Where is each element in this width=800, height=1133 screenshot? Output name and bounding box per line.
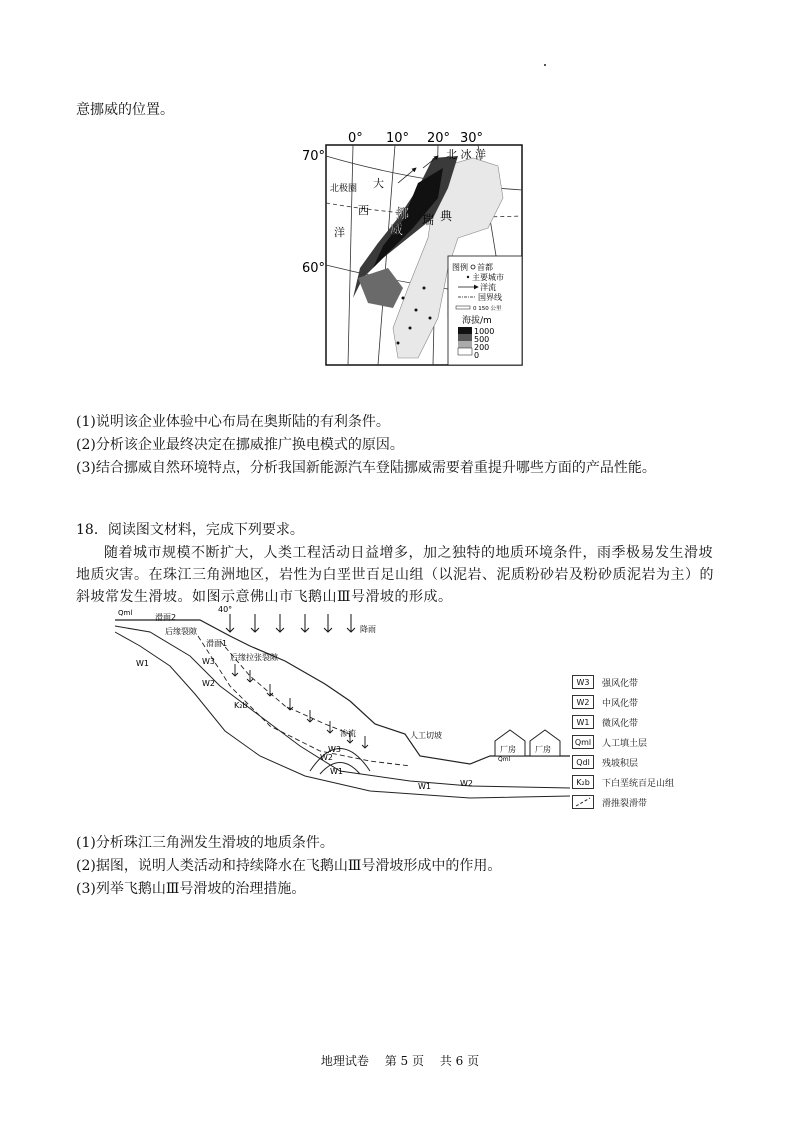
lon-label-10: 10° [386, 131, 410, 146]
sweden-label-1: 瑞 [422, 213, 435, 227]
elev-label-0: 0 [474, 351, 480, 360]
norway-map [298, 128, 538, 368]
legend-label: 下白垩统百足山组 [602, 778, 675, 789]
legend-current: 洋流 [480, 283, 496, 292]
legend-label: 中风化带 [602, 698, 639, 709]
legend-scale: 0 150 公里 [473, 306, 502, 312]
slide-1-label: 滑面1 [206, 639, 228, 648]
intro-line: 意挪威的位置。 [76, 102, 174, 118]
w3-left-label: W3 [202, 657, 215, 666]
landslide-diagram [110, 606, 590, 806]
city-icon [467, 276, 469, 278]
kb-label: K₂b [234, 701, 248, 710]
map-legend [448, 256, 522, 365]
legend-code: W3 [572, 675, 594, 689]
angle-label: 40° [218, 606, 233, 614]
atlantic-label-2: 西 [358, 204, 369, 217]
factory-2-label: 厂房 [535, 745, 551, 754]
legend-code: Qdl [572, 755, 594, 769]
legend-label: 残坡积层 [602, 758, 639, 769]
qml-factory-label: Qml [498, 756, 511, 763]
legend-row [572, 672, 692, 692]
legend-label: 微风化带 [602, 718, 639, 729]
lat-label-70: 70° [302, 149, 326, 164]
legend-row [572, 712, 692, 732]
rain-label: 降雨 [360, 625, 376, 634]
elev-swatch-500 [458, 334, 472, 341]
sweden-label-2: 典 [440, 209, 453, 223]
q18-sub-2: (2)据图，说明人类活动和持续降水在飞鹅山Ⅲ号滑坡形成中的作用。 [76, 858, 502, 874]
lat-label-60: 60° [302, 261, 326, 276]
footer-page: 第 5 页 [384, 1054, 424, 1068]
legend-border: 国界线 [478, 293, 502, 302]
slide-2-label: 滑面2 [155, 613, 177, 622]
legend-label: 滑推裂滑带 [602, 798, 648, 809]
seepage-label: 渗流 [340, 729, 356, 738]
elev-label-500: 500 [474, 335, 490, 344]
arctic-circle-label: 北极圈 [330, 184, 358, 194]
qml-top-label: Qml [118, 609, 133, 617]
legend-row [572, 752, 692, 772]
scale-bar-icon [456, 306, 470, 309]
diagram-legend [572, 672, 692, 812]
legend-row [572, 792, 692, 812]
legend-row [572, 772, 692, 792]
w2-bottom-label: W2 [320, 753, 333, 762]
footer-subject: 地理试卷 [320, 1054, 369, 1068]
w1-left-label: W1 [136, 659, 149, 668]
w1-bottom-label: W1 [330, 767, 343, 776]
legend-capital: 首都 [477, 263, 493, 272]
lon-label-20: 20° [427, 131, 451, 146]
legend-code: W2 [572, 695, 594, 709]
q17-sub-2: (2)分析该企业最终决定在挪威推广换电模式的原因。 [76, 437, 404, 453]
q18-paragraph: 随着城市规模不断扩大，人类工程活动日益增多，加之独特的地质环境条件，雨季极易发生滑坡地质灾害。在珠江三角洲地区，岩性为白垩世百足山组（以泥岩、泥质粉砂岩及粉砂质泥岩为主）的斜坡常发生滑坡。如图示意佛山市飞鹅山Ⅲ号滑坡的形成。 [76, 545, 714, 605]
norway-label-1: 挪 [396, 207, 410, 222]
legend-row [572, 692, 692, 712]
scan-speck [544, 64, 546, 66]
elev-swatch-0 [458, 348, 472, 355]
factory-1-label: 厂房 [500, 745, 516, 754]
legend-elevation-title: 海拔/m [462, 316, 492, 326]
w1-foot-label: W1 [418, 782, 431, 791]
q18-heading: 18．阅读图文材料，完成下列要求。 [76, 522, 304, 538]
w2-left-label: W2 [202, 679, 215, 688]
rear-crack-label: 后缘裂隙 [165, 627, 197, 636]
elev-swatch-200 [458, 341, 472, 348]
q17-sub-3: (3)结合挪威自然环境特点，分析我国新能源汽车登陆挪威需要着重提升哪些方面的产品性能。 [76, 460, 656, 476]
q18-sub-1: (1)分析珠江三角洲发生滑坡的地质条件。 [76, 835, 334, 851]
legend-city: 主要城市 [472, 273, 504, 282]
legend-code: K₂b [572, 775, 594, 789]
q18-sub-3: (3)列举飞鹅山Ⅲ号滑坡的治理措施。 [76, 881, 306, 897]
legend-label: 强风化带 [602, 678, 639, 689]
w3-mid-label: W3 [328, 745, 341, 754]
lon-label-30: 30° [460, 131, 484, 146]
elev-label-200: 200 [474, 343, 490, 352]
legend-label: 人工填土层 [602, 738, 648, 749]
tension-crack-label: 后缘拉张裂隙 [230, 653, 278, 662]
page-footer [0, 1052, 800, 1069]
legend-title: 图例 [452, 263, 468, 272]
atlantic-label-3: 洋 [334, 226, 345, 239]
lon-label-0: 0° [348, 131, 363, 146]
legend-row [572, 732, 692, 752]
norway-label-2: 威 [390, 223, 404, 238]
footer-total: 共 6 页 [439, 1054, 480, 1068]
q17-sub-1: (1)说明该企业体验中心布局在奥斯陆的有利条件。 [76, 414, 390, 430]
arctic-ocean-label: 北 冰 洋 [446, 148, 486, 161]
legend-code: Qml [572, 735, 594, 749]
cut-slope-label: 人工切坡 [410, 731, 442, 740]
elev-swatch-1000 [458, 327, 472, 334]
w2-foot-label: W2 [460, 779, 473, 788]
atlantic-label-1: 大 [373, 177, 384, 190]
elev-label-1000: 1000 [474, 327, 495, 336]
legend-code: W1 [572, 715, 594, 729]
slip-zone-icon [572, 795, 594, 809]
